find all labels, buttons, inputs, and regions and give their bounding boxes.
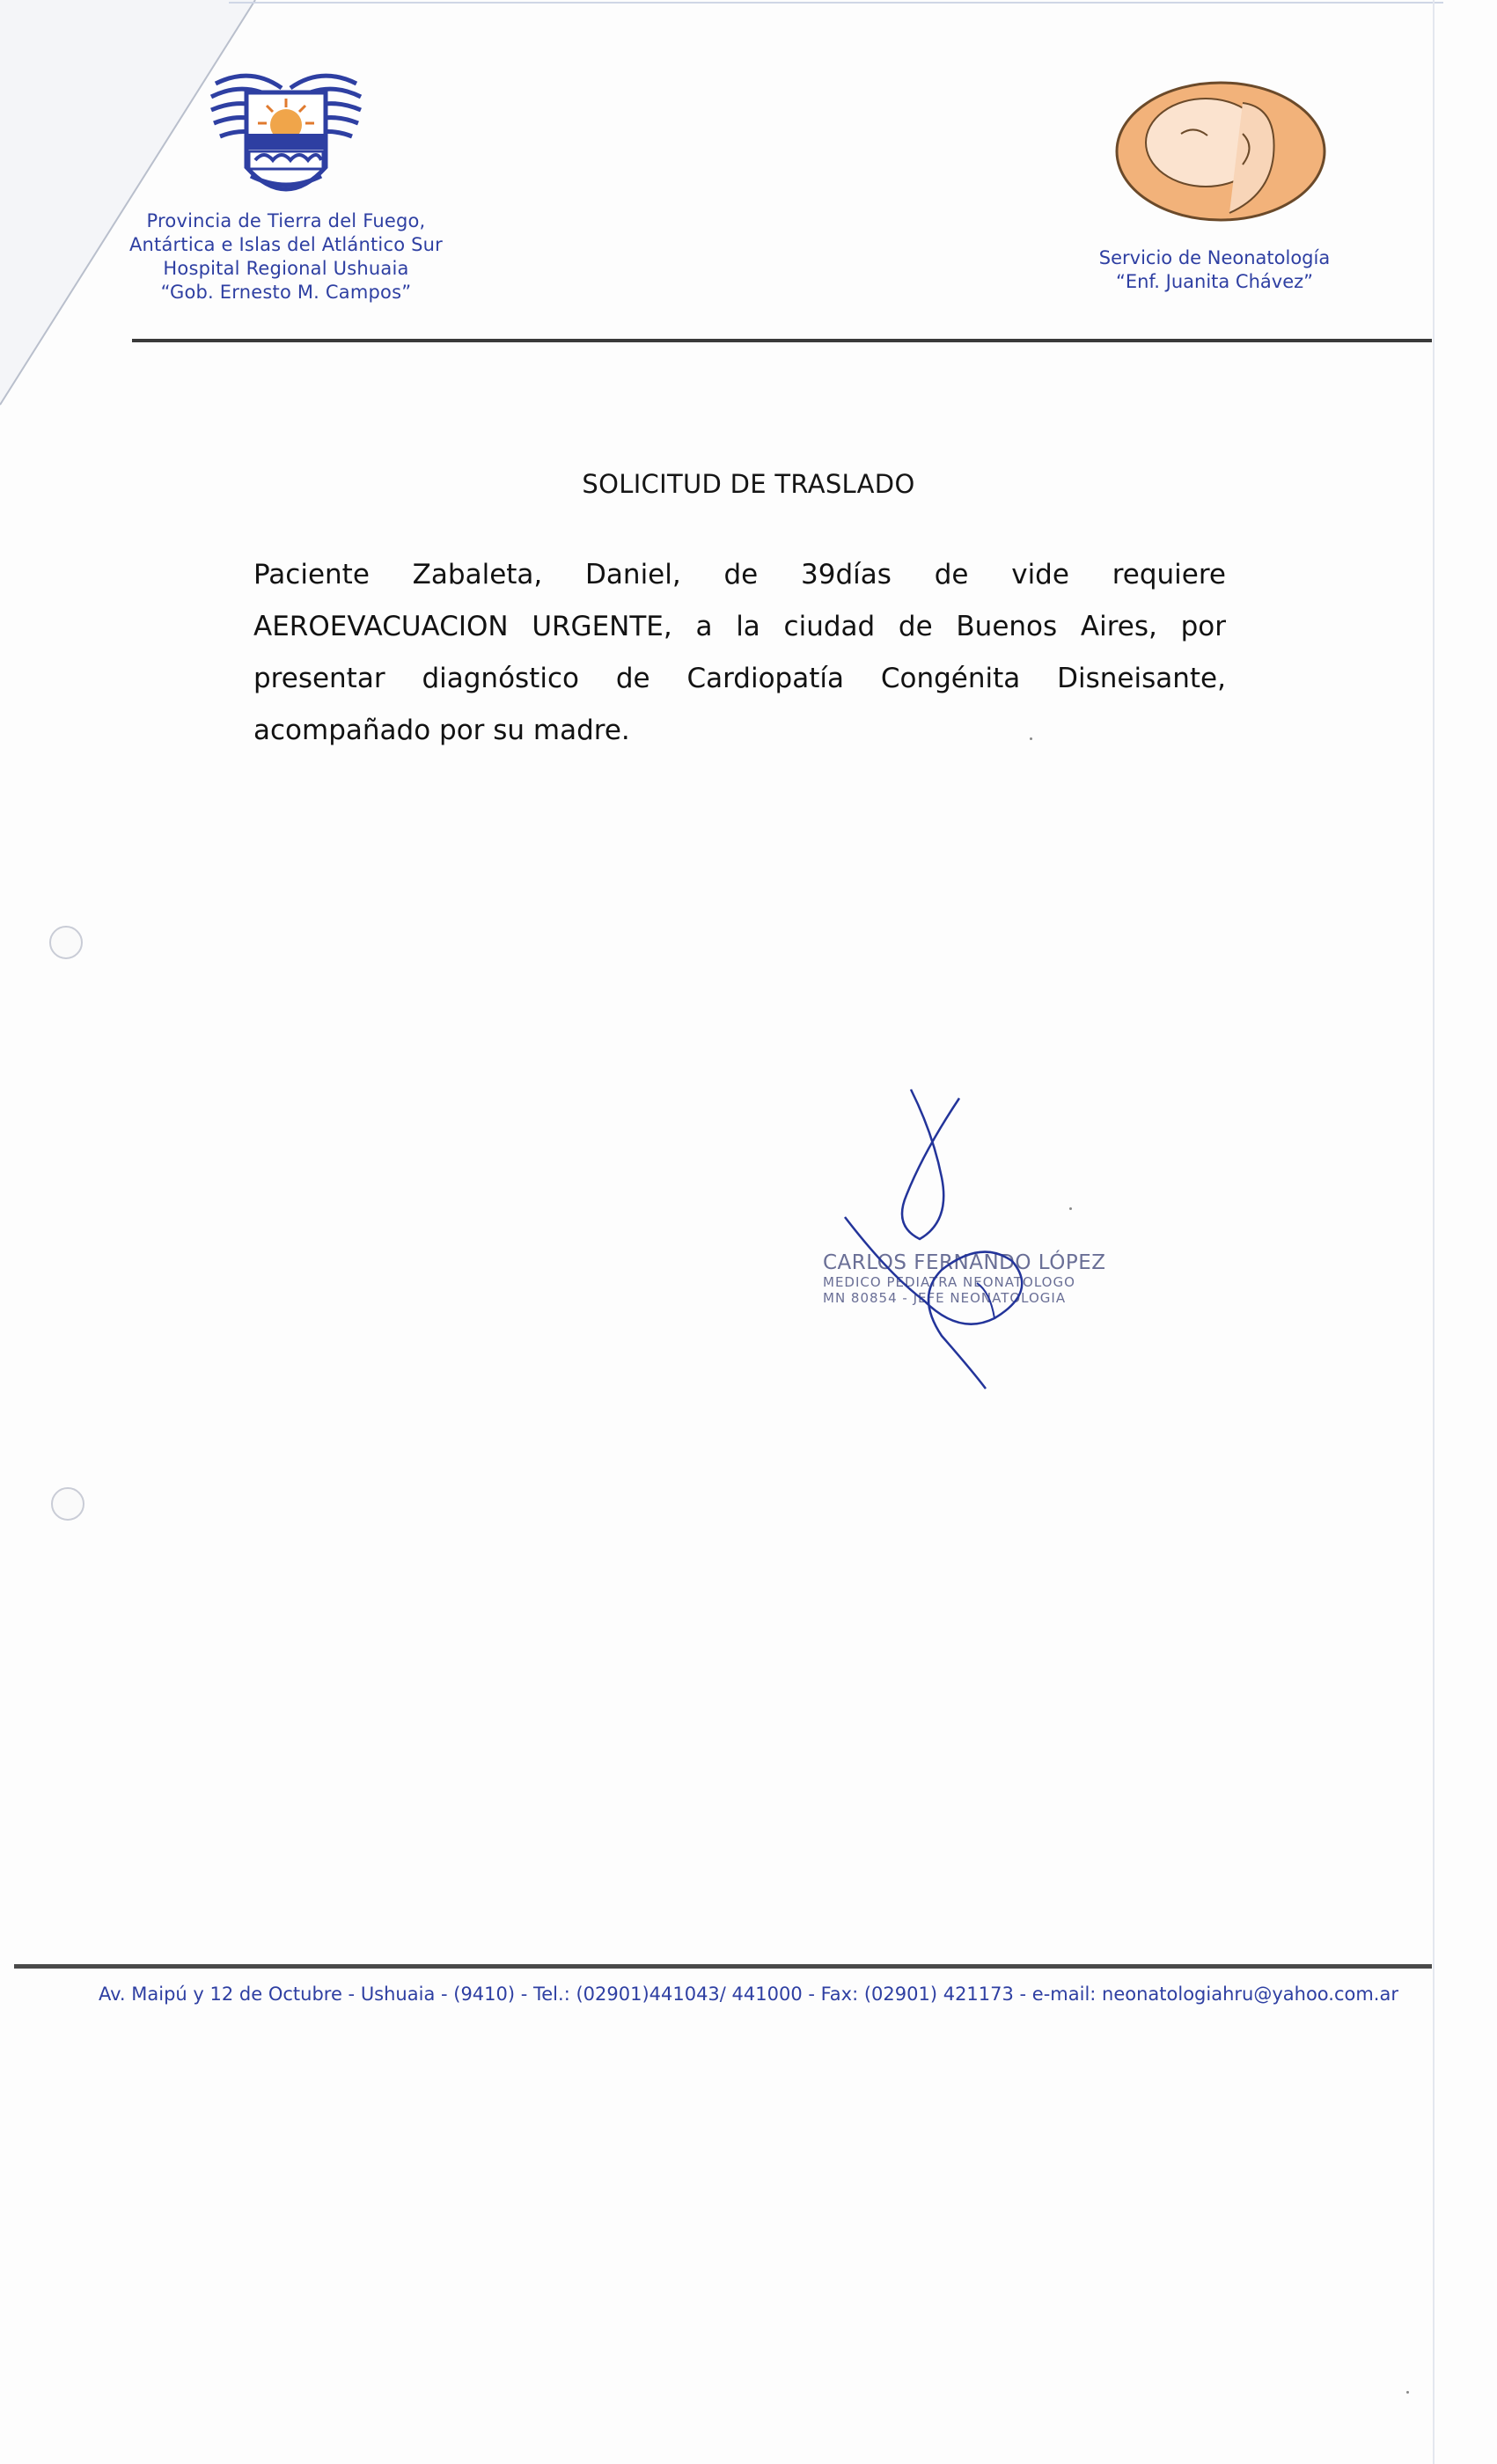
- scan-edge-top: [229, 2, 1443, 4]
- header-right-line-2: “Enf. Juanita Chávez”: [1115, 271, 1314, 292]
- punch-hole-bottom: [51, 1487, 84, 1521]
- header-left-line-3: Hospital Regional Ushuaia: [163, 258, 409, 279]
- punch-hole-top: [49, 926, 83, 959]
- footer-divider: [14, 1964, 1432, 1969]
- scan-speck: [1069, 1207, 1072, 1210]
- scan-speck: [1406, 2391, 1409, 2394]
- scan-edge-right: [1433, 0, 1435, 2464]
- footer-contact-info: Av. Maipú y 12 de Octubre - Ushuaia - (9410) - Tel.: (02901)441043/ 441000 - Fax: (02901) 421173 - e-mail: neonatologiahru@yahoo.com.ar: [99, 1984, 1398, 2005]
- document-body: Paciente Zabaleta, Daniel, de 39días de vide requiere AEROEVACUACION URGENTE, a la ciudad de Buenos Aires, por presentar diagnóstico de Cardiopatía Congénita Disneisante, acompañado por su madre.: [253, 559, 1226, 746]
- scan-speck: [1030, 737, 1032, 740]
- service-header: [1030, 246, 1399, 294]
- neonatology-service-logo: [1111, 72, 1331, 226]
- handwritten-signature: [810, 1072, 1144, 1406]
- hospital-header: [88, 209, 484, 304]
- header-right-line-1: Servicio de Neonatología: [1098, 247, 1331, 268]
- header-left-line-2: Antártica e Islas del Atlántico Sur: [128, 234, 444, 255]
- document-title: SOLICITUD DE TRASLADO: [582, 469, 915, 499]
- header-left-line-1: Provincia de Tierra del Fuego,: [146, 210, 426, 231]
- header-left-line-4: “Gob. Ernesto M. Campos”: [160, 282, 412, 303]
- province-emblem-logo: [198, 62, 374, 216]
- stamp-line-1: MEDICO PEDIATRA NEONATOLOGO: [823, 1274, 1075, 1290]
- stamp-doctor-name: CARLOS FERNANDO LÓPEZ: [823, 1251, 1106, 1274]
- header-divider: [132, 339, 1432, 342]
- stamp-line-2: MN 80854 - JEFE NEONATOLOGIA: [823, 1290, 1067, 1306]
